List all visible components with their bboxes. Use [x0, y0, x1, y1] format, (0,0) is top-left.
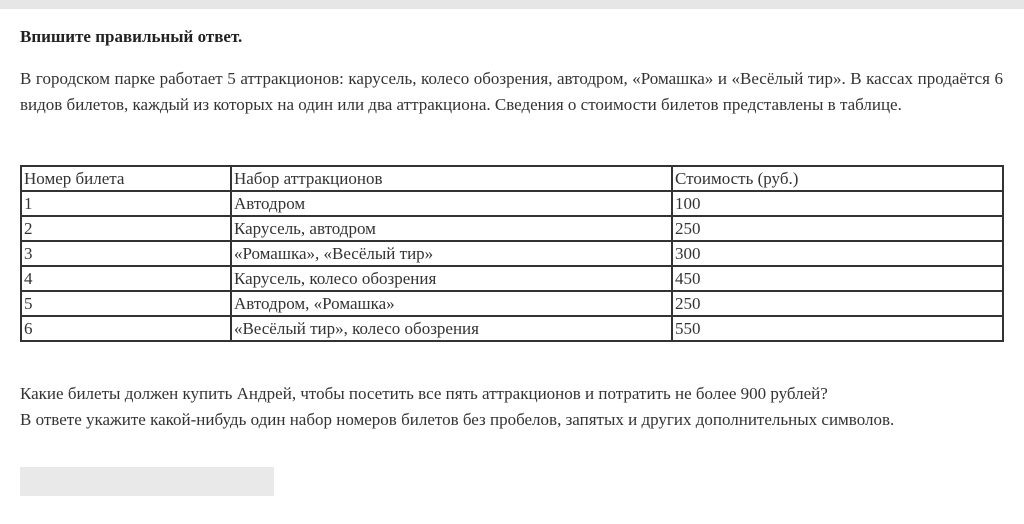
- cell-ticket-number: 6: [21, 316, 231, 341]
- cell-attraction-set: Автодром: [231, 191, 672, 216]
- cell-cost: 550: [672, 316, 1003, 341]
- table-header-row: [21, 166, 1003, 191]
- top-strip: [0, 0, 1024, 9]
- cell-ticket-number: 3: [21, 241, 231, 266]
- cell-attraction-set: Карусель, автодром: [231, 216, 672, 241]
- question-block: [20, 381, 894, 433]
- cell-cost: 250: [672, 291, 1003, 316]
- cell-ticket-number: 4: [21, 266, 231, 291]
- cell-cost: 300: [672, 241, 1003, 266]
- table-row: [21, 216, 1003, 241]
- answer-input[interactable]: [20, 467, 274, 496]
- question-text: Какие билеты должен купить Андрей, чтобы посетить все пять аттракционов и потратить не более 900 рублей?: [20, 384, 828, 403]
- cell-attraction-set: Автодром, «Ромашка»: [231, 291, 672, 316]
- table-row: [21, 291, 1003, 316]
- cell-attraction-set: «Ромашка», «Весёлый тир»: [231, 241, 672, 266]
- cell-ticket-number: 2: [21, 216, 231, 241]
- header-cost: Стоимость (руб.): [672, 166, 1003, 191]
- cell-attraction-set: «Весёлый тир», колесо обозрения: [231, 316, 672, 341]
- task-instruction: Впишите правильный ответ.: [20, 27, 243, 46]
- cell-ticket-number: 1: [21, 191, 231, 216]
- problem-statement: В городском парке работает 5 аттракционов: карусель, колесо обозрения, автодром, «Ромашка» и «Весёлый тир». В кассах продаётся 6 видов билетов, каждый из которых на один или два аттракциона. Сведения о стоимости билетов представлены в таблице.: [20, 69, 1003, 114]
- answer-format-hint: В ответе укажите какой-нибудь один набор номеров билетов без пробелов, запятых и других дополнительных символов.: [20, 410, 895, 429]
- table-row: [21, 316, 1003, 341]
- table-row: [21, 241, 1003, 266]
- header-attraction-set: Набор аттракционов: [231, 166, 672, 191]
- cell-cost: 450: [672, 266, 1003, 291]
- cell-cost: 100: [672, 191, 1003, 216]
- cell-cost: 250: [672, 216, 1003, 241]
- table-row: [21, 266, 1003, 291]
- header-ticket-number: Номер билета: [21, 166, 231, 191]
- tickets-table: [20, 165, 1004, 342]
- cell-attraction-set: Карусель, колесо обозрения: [231, 266, 672, 291]
- table-row: [21, 191, 1003, 216]
- cell-ticket-number: 5: [21, 291, 231, 316]
